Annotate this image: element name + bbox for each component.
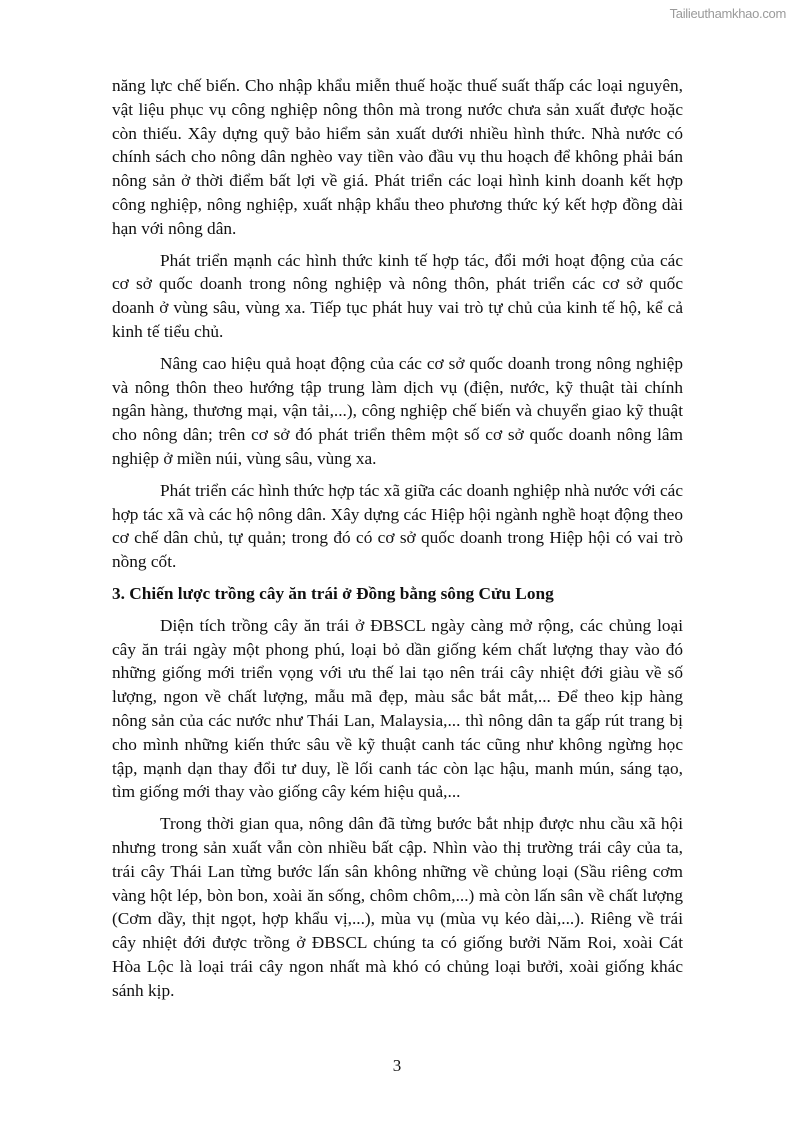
- paragraph: Diện tích trồng cây ăn trái ở ĐBSCL ngày càng mở rộng, các chủng loại cây ăn trái ngày một phong phú, loại bỏ dần giống kém chất lượng thay vào đó những giống mới triển vọng với ưu thế lai tạo nên trái cây nhiệt đới giàu về số lượng, ngon về chất lượng, mẫu mã đẹp, màu sắc bắt mắt,... Để theo kịp hàng nông sản của các nước như Thái Lan, Malaysia,... thì nông dân ta gấp rút trang bị cho mình những kiến thức sâu về kỹ thuật canh tác cũng như không ngừng học tập, mạnh dạn thay đổi tư duy, lề lối canh tác còn lạc hậu, manh mún, sáng tạo, tìm giống mới thay vào giống cây kém hiệu quả,...: [112, 615, 683, 802]
- page-number: 3: [392, 1056, 402, 1075]
- paragraph-continuation: năng lực chế biến. Cho nhập khẩu miễn thuế hoặc thuế suất thấp các loại nguyên, vật liệu phục vụ công nghiệp nông thôn mà trong nước chưa sản xuất được hoặc còn thiếu. Xây dựng quỹ bảo hiểm sản xuất dưới nhiều hình thức. Nhà nước có chính sách cho nông dân nghèo vay tiền vào đầu vụ thu hoạch để không phải bán nông sản ở thời điểm bất lợi về giá. Phát triển các loại hình kinh doanh kết hợp công nghiệp, nông nghiệp, xuất nhập khẩu theo phương thức ký kết hợp đồng dài hạn với nông dân.: [112, 76, 683, 238]
- paragraph: Trong thời gian qua, nông dân đã từng bước bắt nhịp được nhu cầu xã hội nhưng trong sản xuất vẫn còn nhiều bất cập. Nhìn vào thị trường trái cây của ta, trái cây Thái Lan từng bước lấn sân không những về chủng loại (Sầu riêng cơm vàng hột lép, bòn bon, xoài ăn sống, chôm chôm,...) mà còn lấn sân về chất lượng (Cơm dầy, thịt ngọt, hợp khẩu vị,...), mùa vụ (mùa vụ kéo dài,...). Riêng về trái cây nhiệt đới được trồng ở ĐBSCL chúng ta có giống bưởi Năm Roi, xoài Cát Hòa Lộc là loại trái cây ngon nhất mà khó có chủng loại bưởi, xoài giống khác sánh kịp.: [112, 814, 683, 1000]
- paragraph: Nâng cao hiệu quả hoạt động của các cơ sở quốc doanh trong nông nghiệp và nông thôn theo hướng tập trung làm dịch vụ (điện, nước, kỹ thuật tài chính ngân hàng, thương mại, vận tải,...), công nghiệp chế biến và chuyển giao kỹ thuật cho nông dân; trên cơ sở đó phát triển thêm một số cơ sở quốc doanh nông lâm nghiệp ở miền núi, vùng sâu, vùng xa.: [112, 353, 683, 468]
- watermark: Tailieuthamkhao.com: [669, 6, 786, 21]
- paragraph: Phát triển các hình thức hợp tác xã giữa các doanh nghiệp nhà nước với các hợp tác xã và các hộ nông dân. Xây dựng các Hiệp hội ngành nghề hoạt động theo cơ chế dân chủ, tự quản; trong đó có cơ sở quốc doanh trong Hiệp hội có vai trò nồng cốt.: [112, 480, 683, 572]
- paragraph: Phát triển mạnh các hình thức kinh tế hợp tác, đổi mới hoạt động của các cơ sở quốc doanh trong nông nghiệp và nông thôn, phát triển các cơ sở quốc doanh ở vùng sâu, vùng xa. Tiếp tục phát huy vai trò tự chủ của kinh tế hộ, kể cả kinh tế tiểu chủ.: [112, 250, 683, 341]
- document-body: [112, 74, 683, 1010]
- section-heading: 3. Chiến lược trồng cây ăn trái ở Đồng bằng sông Cửu Long: [112, 583, 554, 603]
